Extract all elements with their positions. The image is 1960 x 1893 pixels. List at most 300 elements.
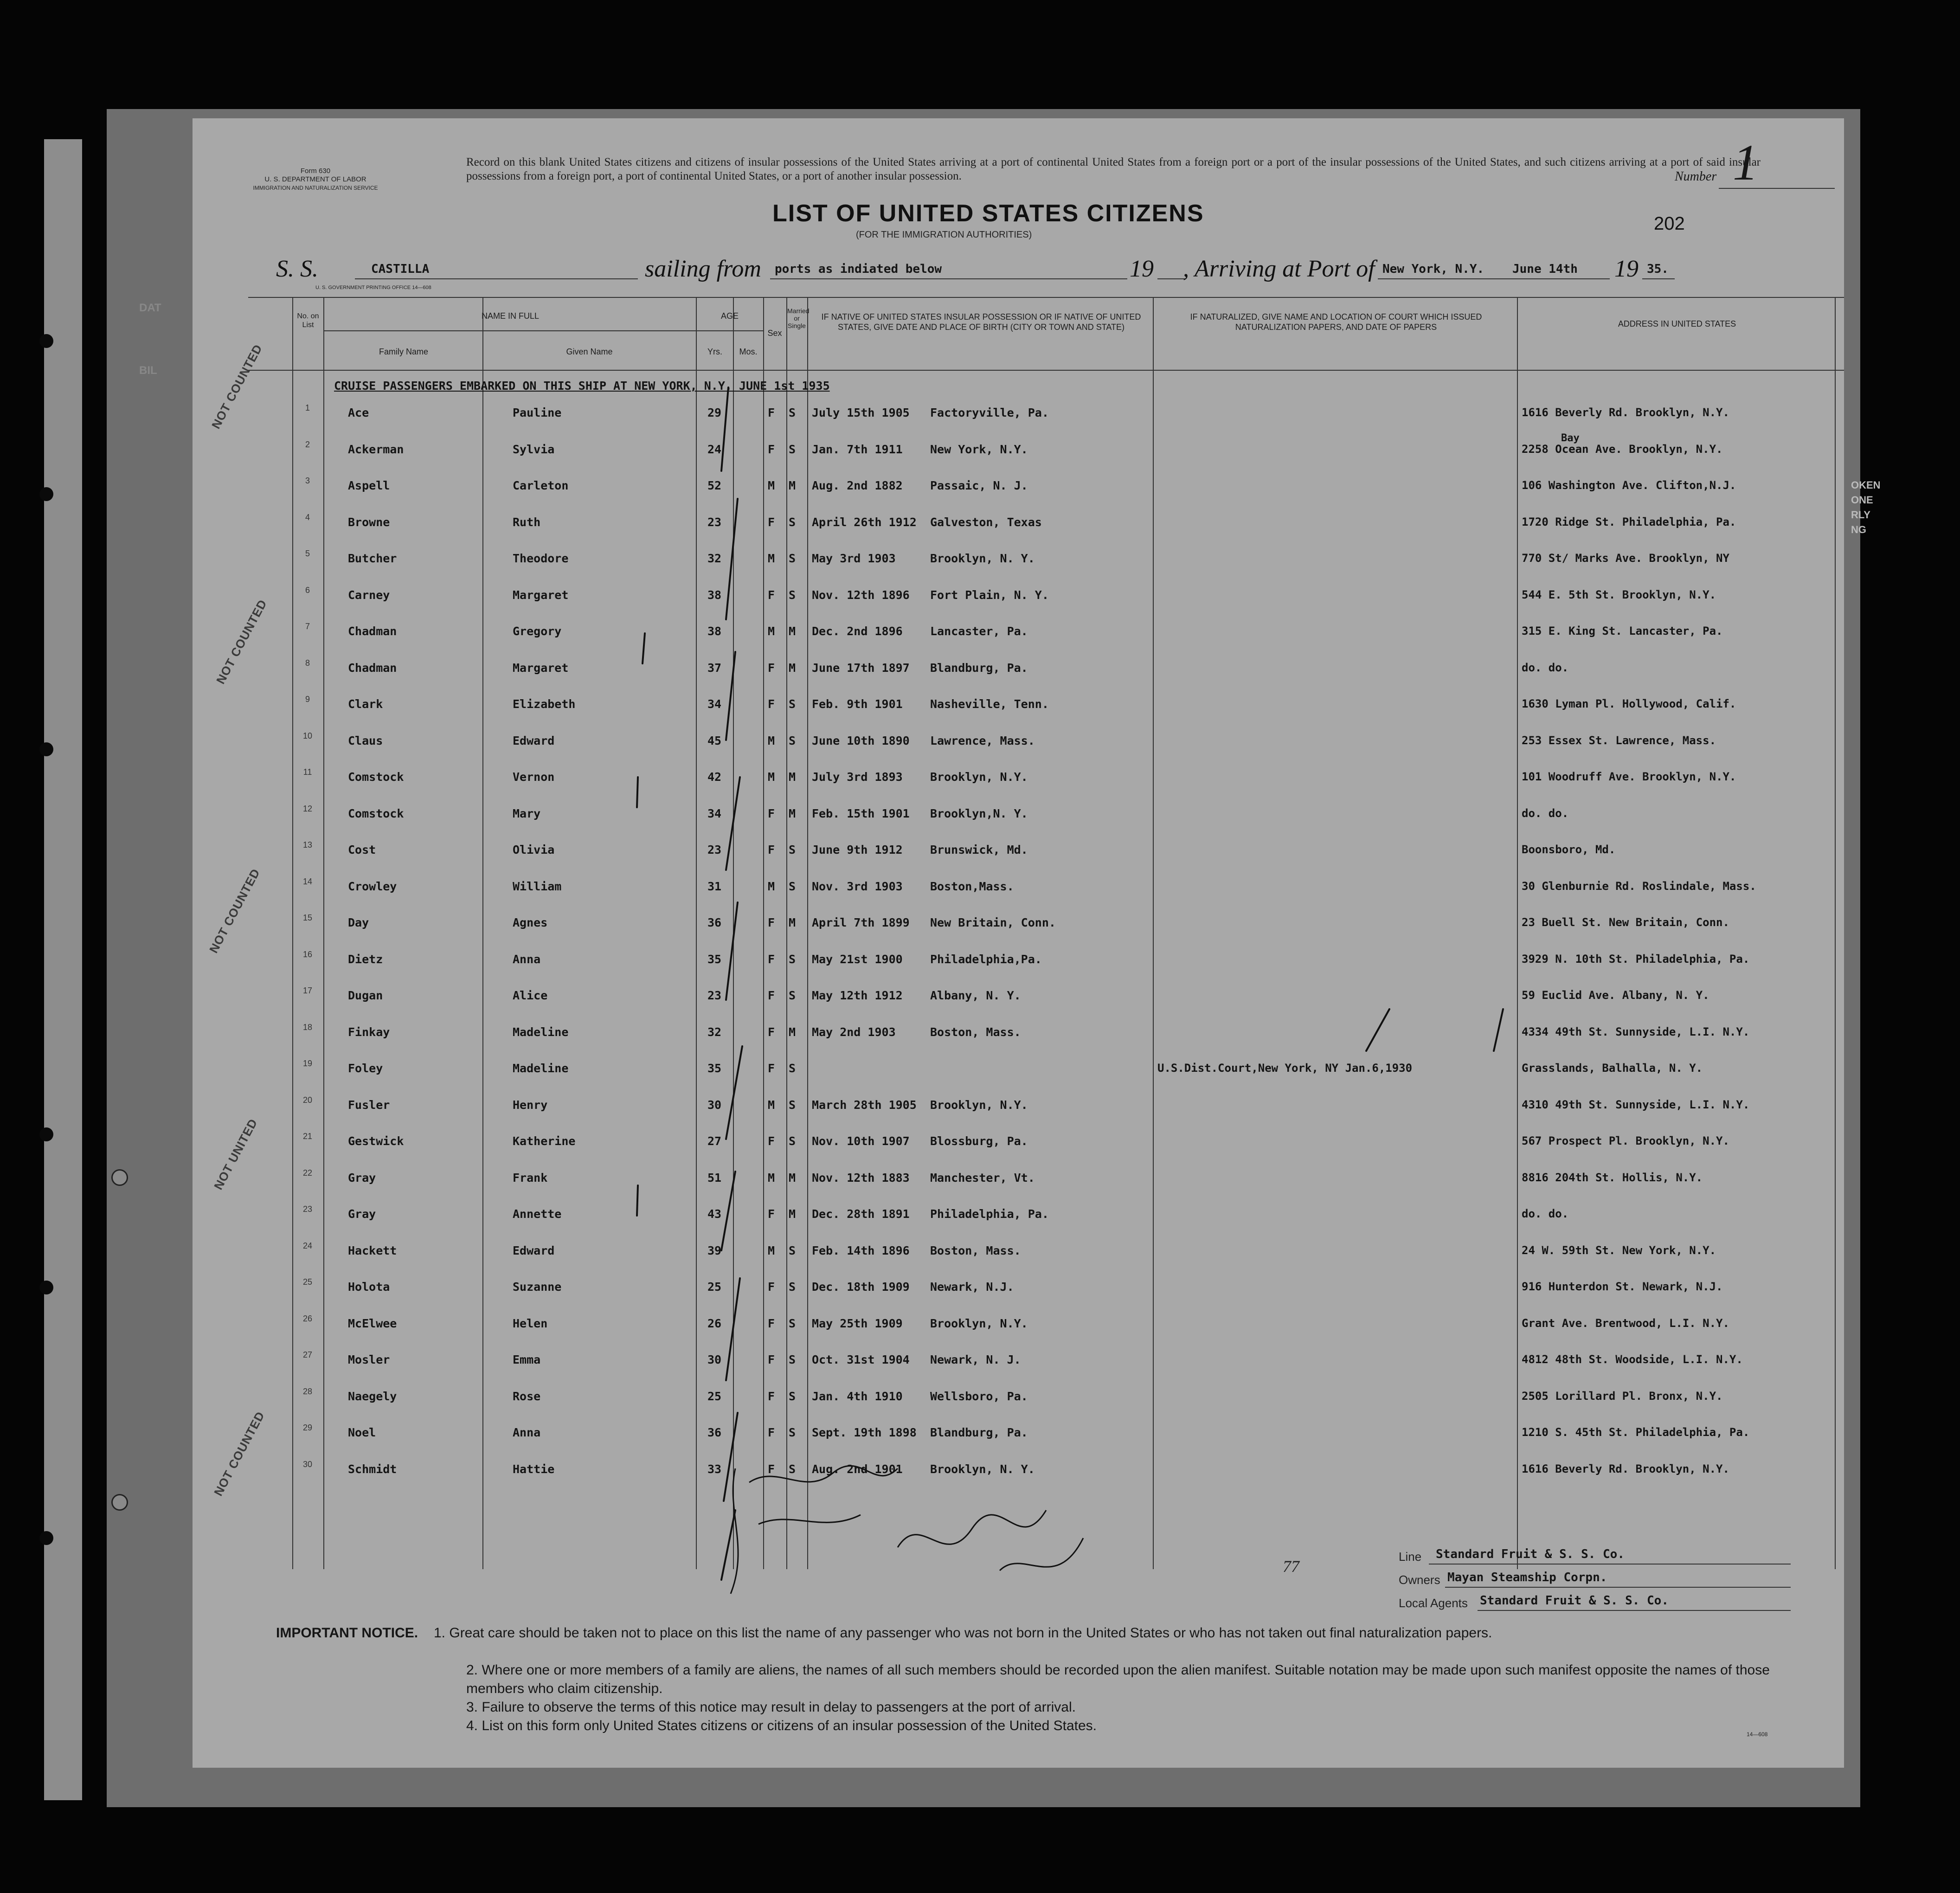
sex-cell: F [768,1025,775,1039]
birth-place-cell: Brooklyn, N.Y. [930,1098,1028,1112]
given-name-cell: Henry [513,1098,548,1112]
header-age: AGE [720,311,739,321]
owners-underline [1445,1587,1791,1588]
marital-status-cell: S [789,1243,796,1257]
family-name-cell: Ackerman [348,442,404,456]
birth-place-cell: New Britain, Conn. [930,916,1056,929]
given-name-cell: Anna [513,952,541,966]
row-number: 22 [302,1168,313,1178]
birth-place-cell: Philadelphia,Pa. [930,952,1042,966]
given-name-cell: Agnes [513,916,548,929]
family-name-cell: Clark [348,697,383,711]
punch-hole [39,742,53,756]
birth-date-cell: Nov. 10th 1907 [812,1134,910,1148]
cruise-passengers-header: CRUISE PASSENGERS EMBARKED ON THIS SHIP AT NEW YORK, N.Y. JUNE 1st 1935 [334,379,830,393]
birth-place-cell: New York, N.Y. [930,442,1028,456]
address-cell: 1630 Lyman Pl. Hollywood, Calif. [1522,697,1736,710]
marital-status-cell: S [789,1062,796,1075]
birth-date-cell: May 12th 1912 [812,989,903,1002]
address-cell: do. do. [1522,661,1569,674]
given-name-cell: Vernon [513,770,555,784]
row-number: 27 [302,1350,313,1359]
given-name-cell: Frank [513,1171,548,1185]
family-name-cell: Finkay [348,1025,390,1039]
row-number: 5 [305,549,310,558]
marital-status-cell: S [789,952,796,966]
marital-status-cell: M [789,1171,796,1185]
given-name-cell: Annette [513,1207,562,1221]
address-cell: 30 Glenburnie Rd. Roslindale, Mass. [1522,879,1756,893]
birth-date-cell: Dec. 2nd 1896 [812,625,903,638]
given-name-cell: Pauline [513,406,562,419]
header-name-in-full: NAME IN FULL [481,311,540,321]
age-cell: 23 [707,989,722,1002]
check-stroke [726,1278,740,1380]
birth-date-cell: Aug. 2nd 1901 [812,1462,903,1476]
given-name-cell: Margaret [513,661,569,675]
address-cell: 1720 Ridge St. Philadelphia, Pa. [1522,515,1736,528]
address-cell: 24 W. 59th St. New York, N.Y. [1522,1243,1716,1257]
sex-cell: F [768,661,775,675]
birth-date-cell: Aug. 2nd 1882 [812,479,903,492]
address-cell: 59 Euclid Ave. Albany, N. Y. [1522,989,1709,1002]
address-cell: 1616 Beverly Rd. Brooklyn, N.Y. [1522,1462,1729,1475]
birth-place-cell: Fort Plain, N. Y. [930,588,1049,602]
given-name-cell: Ruth [513,515,541,529]
age-cell: 45 [707,734,722,747]
family-name-cell: Aspell [348,479,390,492]
given-name-cell: Mary [513,806,541,820]
header-years: Yrs. [707,347,722,356]
age-cell: 52 [707,479,722,492]
given-name-cell: Olivia [513,843,555,856]
row-number: 6 [305,585,310,595]
birth-place-cell: Blandburg, Pa. [930,1426,1028,1439]
page-subtitle: (FOR THE IMMIGRATION AUTHORITIES) [856,230,1032,240]
signature-stroke [749,1466,898,1482]
form-instructions: Record on this blank United States citizens and citizens of insular possessions of the United States arriving at a port of continental United States from a foreign port or a port of the insular possessions of the United States, and such citizens arriving at a port of said insular possessions from a foreign port, a port of continental United States, or a port of another insular possession. [466,156,1761,182]
marital-status-cell: M [789,661,796,675]
age-cell: 29 [707,406,722,419]
check-stroke [726,1046,742,1139]
sex-cell: M [768,734,775,747]
birth-place-cell: Factoryville, Pa. [930,406,1049,419]
birth-place-cell: Manchester, Vt. [930,1171,1035,1185]
age-cell: 42 [707,770,722,784]
marital-status-cell: M [789,806,796,820]
birth-place-cell: Brooklyn, N. Y. [930,1462,1035,1476]
birth-place-cell: Newark, N. J. [930,1353,1021,1366]
sex-cell: M [768,479,775,492]
age-cell: 24 [707,442,722,456]
binder-rail [44,139,82,1800]
row-number: 23 [302,1204,313,1214]
check-stroke [721,1172,735,1250]
birth-date-cell: March 28th 1905 [812,1098,917,1112]
marital-status-cell: S [789,1316,796,1330]
arrival-date: June 14th [1512,262,1578,276]
given-name-cell: Gregory [513,625,562,638]
address-cell: 4812 48th St. Woodside, L.I. N.Y. [1522,1353,1743,1366]
bay-annotation: Bay [1561,432,1580,444]
not-counted-stamp: NOT COUNTED [211,1409,268,1499]
marital-status-cell: S [789,1280,796,1294]
notice-heading: IMPORTANT NOTICE. [276,1625,418,1641]
given-name-cell: Anna [513,1426,541,1439]
notice-item-2: 2. Where one or more members of a family are aliens, the names of all such members should be recorded upon the alien manifest. Suitable notation may be made upon such manifest opposite the names of those members who claim citizenship. [466,1662,1770,1696]
sex-cell: M [768,1171,775,1185]
age-cell: 23 [707,843,722,856]
sex-cell: F [768,588,775,602]
sailing-from-label: sailing from [645,256,761,282]
sex-cell: M [768,879,775,893]
birth-place-cell: Brooklyn,N. Y. [930,806,1028,820]
right-edge-text [1851,478,1881,537]
check-stroke [721,387,728,471]
sex-cell: M [768,1098,775,1112]
family-name-cell: Holota [348,1280,390,1294]
birth-place-cell: Galveston, Texas [930,515,1042,529]
row-number: 2 [305,439,310,449]
family-name-cell: Browne [348,515,390,529]
arrival-year: 35. [1647,262,1669,276]
sex-cell: F [768,697,775,711]
birth-date-cell: Jan. 4th 1910 [812,1389,903,1403]
birth-place-cell: Boston,Mass. [930,879,1014,893]
owners-value: Mayan Steamship Corpn. [1447,1571,1607,1584]
header-naturalized: IF NATURALIZED, GIVE NAME AND LOCATION OF COURT WHICH ISSUED NATURALIZATION PAPERS, AND DATE OF PAPERS [1190,312,1482,332]
not-counted-stamp: NOT COUNTED [206,866,263,956]
birth-place-cell: Blossburg, Pa. [930,1134,1028,1148]
marital-status-cell: S [789,588,796,602]
family-name-cell: Chadman [348,661,397,675]
family-name-cell: Carney [348,588,390,602]
birth-place-cell: Philadelphia, Pa. [930,1207,1049,1221]
right-edge-line-2: ONE [1851,494,1873,506]
marital-status-cell: S [789,1134,796,1148]
marital-status-cell: S [789,734,796,747]
sex-cell: M [768,625,775,638]
birth-date-cell: June 9th 1912 [812,843,903,856]
notice-item-4: 4. List on this form only United States citizens or citizens of an insular possession of the United States. [466,1718,1097,1733]
tick-mark [637,1185,638,1216]
sex-cell: M [768,552,775,565]
birth-date-cell: Nov. 3rd 1903 [812,879,903,893]
address-cell: do. do. [1522,806,1569,820]
address-cell: 4310 49th St. Sunnyside, L.I. N.Y. [1522,1098,1750,1111]
address-cell: 1616 Beverly Rd. Brooklyn, N.Y. [1522,406,1729,419]
age-cell: 35 [707,1062,722,1075]
family-name-cell: Schmidt [348,1462,397,1476]
header-address: ADDRESS IN UNITED STATES [1618,319,1736,328]
tick-mark [1494,1009,1503,1051]
marital-status-cell: S [789,1462,796,1476]
sailing-from-value: ports as indiated below [775,262,942,276]
header-family-name: Family Name [379,347,428,356]
address-cell: 3929 N. 10th St. Philadelphia, Pa. [1522,952,1750,966]
right-edge-line-4: NG [1851,524,1866,535]
marital-status-cell: M [789,625,796,638]
mark-77: 77 [1283,1557,1299,1576]
marital-status-cell: M [789,479,796,492]
owners-label: Owners [1399,1573,1440,1587]
row-number: 21 [302,1132,313,1141]
row-number: 8 [305,658,310,668]
family-name-cell: Ace [348,406,369,419]
address-cell: 544 E. 5th St. Brooklyn, N.Y. [1522,588,1716,601]
address-cell: 2505 Lorillard Pl. Bronx, N.Y. [1522,1389,1723,1403]
marital-status-cell: S [789,442,796,456]
row-number: 10 [302,731,313,740]
sex-cell: F [768,442,775,456]
family-name-cell: Gray [348,1207,376,1221]
given-name-cell: Emma [513,1353,541,1366]
header-no-on-list: No. on List [297,312,319,329]
age-cell: 37 [707,661,722,675]
age-cell: 36 [707,916,722,929]
birth-place-cell: Albany, N. Y. [930,989,1021,1002]
row-number: 11 [303,767,312,777]
birth-place-cell: Lancaster, Pa. [930,625,1028,638]
birth-place-cell: Newark, N.J. [930,1280,1014,1294]
given-name-cell: Madeline [513,1025,569,1039]
row-number: 9 [305,695,310,704]
check-stroke [726,652,735,740]
family-name-cell: Chadman [348,625,397,638]
birth-date-cell: May 25th 1909 [812,1316,903,1330]
sex-cell: F [768,406,775,419]
marital-status-cell: M [789,770,796,784]
birth-date-cell: April 7th 1899 [812,916,910,929]
family-name-cell: Cost [348,843,376,856]
not-counted-stamp: NOT COUNTED [209,341,265,431]
age-cell: 43 [707,1207,722,1221]
age-cell: 38 [707,625,722,638]
sex-cell: F [768,843,775,856]
address-cell: 101 Woodruff Ave. Brooklyn, N.Y. [1522,770,1736,783]
address-cell: 106 Washington Ave. Clifton,N.J. [1522,479,1736,492]
row-number: 26 [302,1314,313,1323]
birth-place-cell: Brunswick, Md. [930,843,1028,856]
sex-cell: F [768,1207,775,1221]
birth-date-cell: July 3rd 1893 [812,770,903,784]
sex-cell: F [768,989,775,1002]
header-birth: IF NATIVE OF UNITED STATES INSULAR POSSESSION OR IF NATIVE OF UNITED STATES, GIVE DATE AND PLACE OF BIRTH (CITY OR TOWN AND STATE) [821,312,1141,332]
birth-date-cell: May 2nd 1903 [812,1025,896,1039]
age-cell: 36 [707,1426,722,1439]
sex-cell: M [768,1243,775,1257]
birth-date-cell: June 17th 1897 [812,661,910,675]
given-name-cell: Helen [513,1316,548,1330]
birth-place-cell: Lawrence, Mass. [930,734,1035,747]
form-number: Form 630 [300,167,331,175]
marital-status-cell: S [789,1353,796,1366]
family-name-cell: Mosler [348,1353,390,1366]
age-cell: 30 [707,1353,722,1366]
not-counted-stamp: NOT COUNTED [213,597,270,687]
given-name-cell: Elizabeth [513,697,576,711]
sex-cell: F [768,1062,775,1075]
row-number: 16 [302,949,313,959]
tick-mark [637,777,638,807]
address-cell: 2258 Ocean Ave. Brooklyn, N.Y. [1522,442,1723,456]
given-name-cell: Madeline [513,1062,569,1075]
punch-hole [39,1281,53,1294]
ship-name: CASTILLA [371,262,430,276]
given-name-cell: Edward [513,1243,555,1257]
punch-hole [39,334,53,348]
row-number: 13 [302,840,313,850]
tick-mark [1366,1009,1389,1051]
family-name-cell: Gray [348,1171,376,1185]
row-number: 17 [302,986,313,995]
family-name-cell: Foley [348,1062,383,1075]
given-name-cell: Rose [513,1389,541,1403]
address-cell: 315 E. King St. Lancaster, Pa. [1522,625,1723,637]
age-cell: 23 [707,515,722,529]
given-name-cell: Suzanne [513,1280,562,1294]
family-name-cell: Fusler [348,1098,390,1112]
printing-office-note: U. S. GOVERNMENT PRINTING OFFICE 14—608 [315,285,431,290]
row-number: 30 [302,1459,313,1469]
manifest-sheet [193,118,1844,1768]
marital-status-cell: S [789,697,796,711]
year-prefix-1: 19 [1130,256,1154,282]
age-cell: 25 [707,1389,722,1403]
marital-status-cell: M [789,1025,796,1039]
sex-cell: F [768,1389,775,1403]
year-prefix-2: 19 [1614,256,1639,282]
sex-cell: F [768,1134,775,1148]
birth-place-cell: Brooklyn, N. Y. [930,552,1035,565]
address-cell: Grasslands, Balhalla, N. Y. [1522,1062,1703,1075]
signature-stroke [731,1468,738,1594]
family-name-cell: Crowley [348,879,397,893]
marital-status-cell: S [789,843,796,856]
header-married-single: Married or Single [787,307,810,329]
sex-cell: F [768,1353,775,1366]
sex-cell: F [768,1426,775,1439]
family-name-cell: Comstock [348,806,404,820]
age-cell: 26 [707,1316,722,1330]
sex-cell: F [768,916,775,929]
line-value: Standard Fruit & S. S. Co. [1436,1547,1625,1561]
age-cell: 35 [707,952,722,966]
bottom-form-code: 14—608 [1747,1731,1768,1738]
sex-cell: F [768,1462,775,1476]
family-name-cell: Noel [348,1426,376,1439]
address-cell: 567 Prospect Pl. Brooklyn, N.Y. [1522,1134,1729,1147]
row-number: 7 [305,622,310,631]
arrival-port: New York, N.Y. [1382,262,1484,276]
address-cell: 916 Hunterdon St. Newark, N.J. [1522,1280,1723,1293]
family-name-cell: Day [348,916,369,929]
age-cell: 34 [707,806,722,820]
address-cell: Grant Ave. Brentwood, L.I. N.Y. [1522,1316,1729,1330]
given-name-cell: Edward [513,734,555,747]
family-name-cell: Dietz [348,952,383,966]
header-months: Mos. [739,347,758,356]
birth-place-cell: Nasheville, Tenn. [930,697,1049,711]
address-cell: 23 Buell St. New Britain, Conn. [1522,916,1729,929]
punch-hole [39,1531,53,1545]
age-cell: 38 [707,588,722,602]
punch-hole [39,1127,53,1141]
birth-date-cell: Nov. 12th 1883 [812,1171,910,1185]
family-name-cell: Dugan [348,989,383,1002]
birth-date-cell: July 15th 1905 [812,406,910,419]
birth-date-cell: Dec. 18th 1909 [812,1280,910,1294]
row-number: 28 [302,1386,313,1396]
notice-item-3: 3. Failure to observe the terms of this notice may result in delay to passengers at the port of arrival. [466,1700,1076,1715]
birth-place-cell: Boston, Mass. [930,1243,1021,1257]
marital-status-cell: S [789,1426,796,1439]
age-cell: 32 [707,1025,722,1039]
serial-number: 202 [1654,213,1685,234]
given-name-cell: William [513,879,562,893]
punch-hole [111,1169,128,1186]
row-number: 4 [305,512,310,522]
marital-status-cell: M [789,1207,796,1221]
birth-place-cell: Wellsboro, Pa. [930,1389,1028,1403]
family-name-cell: McElwee [348,1316,397,1330]
address-cell: 770 St/ Marks Ave. Brooklyn, NY [1522,552,1729,565]
left-edge-text-1: DAT [139,302,161,314]
address-cell: Boonsboro, Md. [1522,843,1616,856]
age-cell: 32 [707,552,722,565]
marital-status-cell: S [789,989,796,1002]
header-given-name: Given Name [566,347,613,356]
punch-hole [39,487,53,501]
birth-place-cell: Blandburg, Pa. [930,661,1028,675]
address-cell: 1210 S. 45th St. Philadelphia, Pa. [1522,1426,1750,1439]
family-name-cell: Gestwick [348,1134,404,1148]
age-cell: 27 [707,1134,722,1148]
birth-date-cell: Feb. 9th 1901 [812,697,903,711]
marital-status-cell: S [789,406,796,419]
family-name-cell: Hackett [348,1243,397,1257]
marital-status-cell: S [789,552,796,565]
given-name-cell: Sylvia [513,442,555,456]
family-name-cell: Claus [348,734,383,747]
sex-cell: M [768,770,775,784]
age-cell: 34 [707,697,722,711]
birth-date-cell: May 21st 1900 [812,952,903,966]
family-name-cell: Comstock [348,770,404,784]
birth-date-cell: Sept. 19th 1898 [812,1426,917,1439]
row-number: 12 [302,804,313,813]
birth-place-cell: Passaic, N. J. [930,479,1028,492]
marital-status-cell: S [789,515,796,529]
given-name-cell: Hattie [513,1462,555,1476]
department-name: U. S. DEPARTMENT OF LABOR [264,175,366,183]
line-underline [1429,1564,1791,1565]
birth-date-cell: Jan. 7th 1911 [812,442,903,456]
signature-stroke [758,1515,861,1524]
signature-stroke [898,1510,1046,1547]
check-stroke [726,777,740,870]
row-number: 15 [302,913,313,922]
signature-drawing [721,1455,1102,1608]
row-number: 24 [302,1241,313,1250]
sex-cell: F [768,515,775,529]
age-cell: 33 [707,1462,722,1476]
number-value: 1 [1733,134,1758,191]
address-cell: 8816 204th St. Hollis, N.Y. [1522,1171,1703,1184]
row-number: 1 [305,403,310,412]
row-number: 29 [302,1423,313,1432]
tick-mark [643,633,645,663]
